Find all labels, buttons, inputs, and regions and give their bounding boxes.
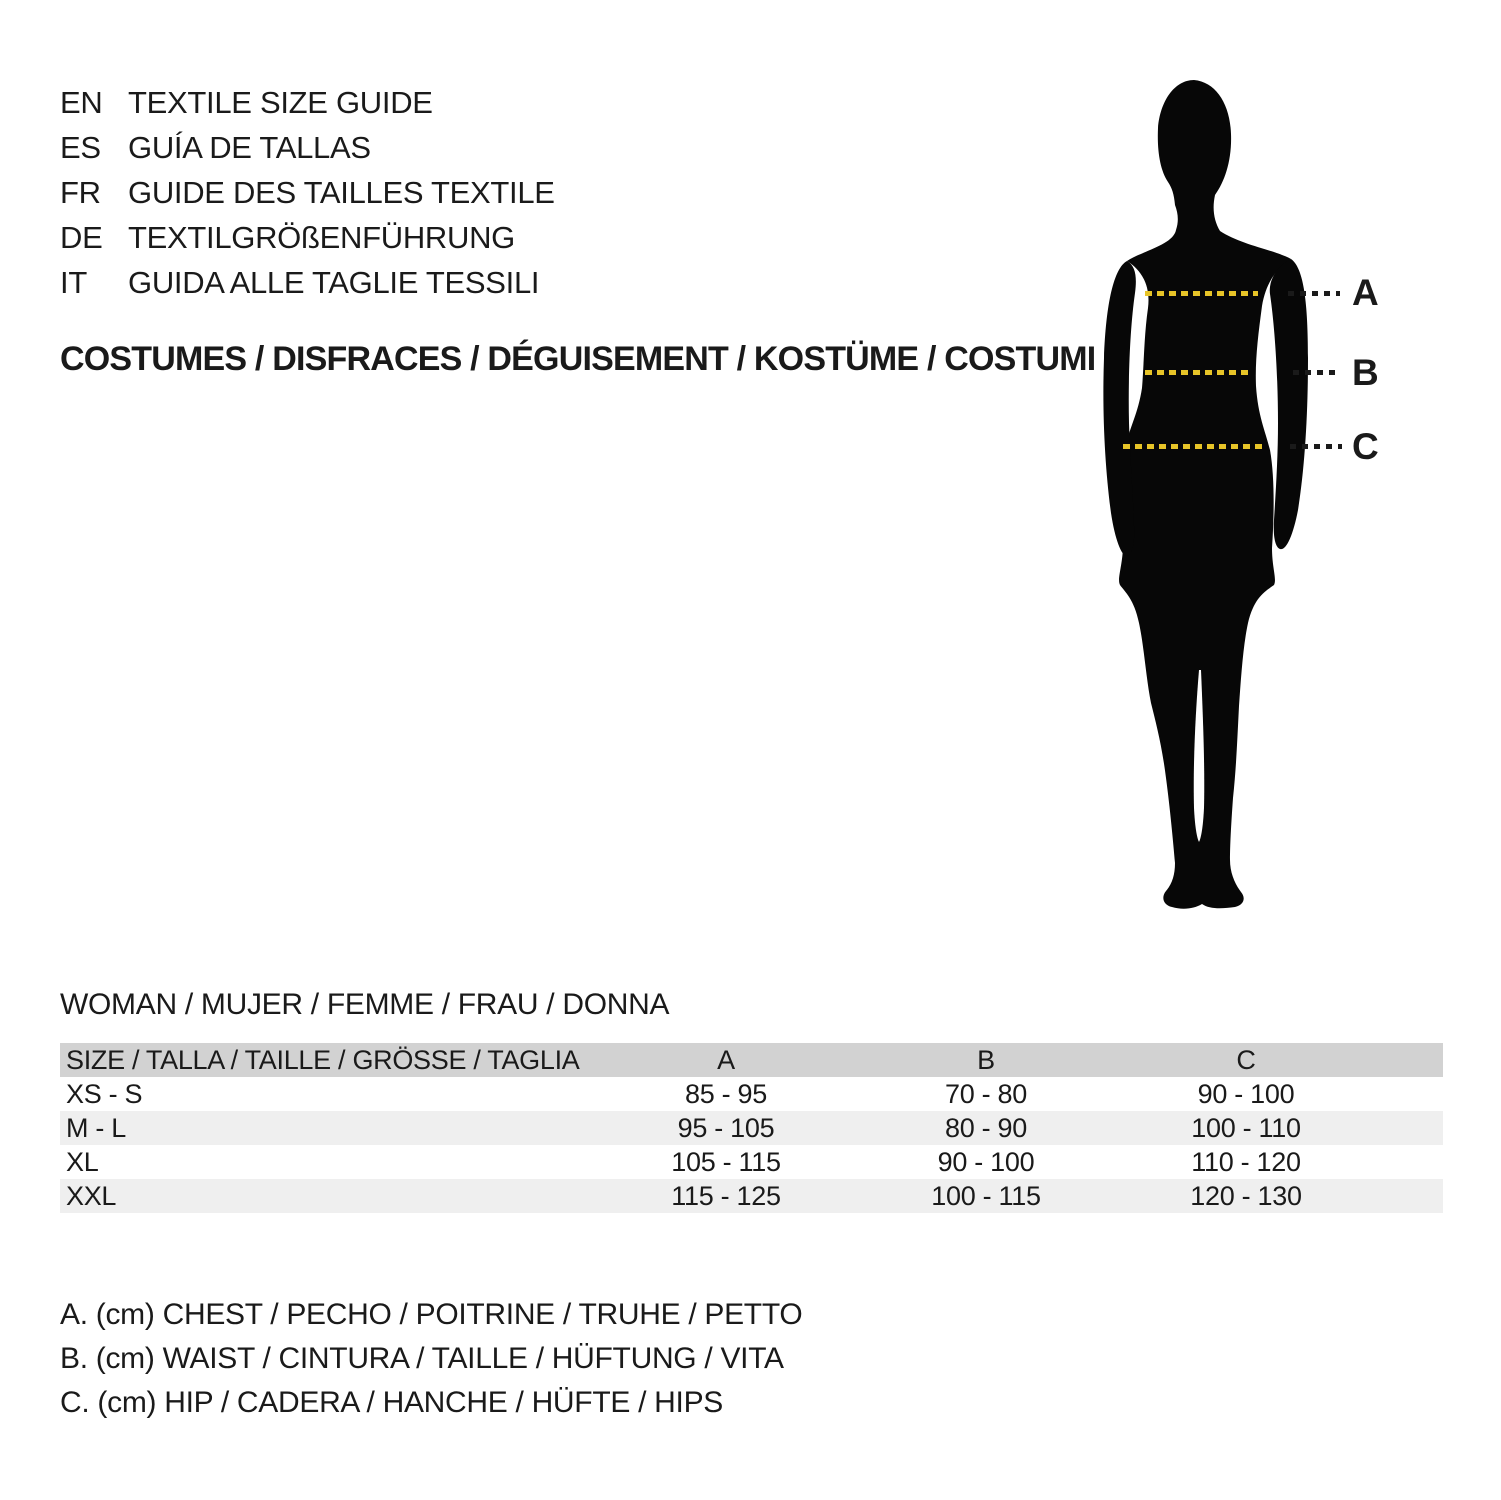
size-table [60, 1043, 1443, 1213]
language-row-it [60, 260, 555, 305]
language-code: ES [60, 130, 101, 165]
silhouette-left-arm [1103, 261, 1135, 556]
language-code: IT [60, 265, 87, 300]
silhouette-body [1119, 80, 1291, 909]
waist-range-cell: 80 - 90 [945, 1113, 1027, 1143]
hip-leader-line [1290, 444, 1342, 449]
spacer-cell [1376, 1111, 1443, 1145]
woman-silhouette [1078, 78, 1318, 928]
language-row-fr [60, 170, 555, 215]
measure-label-c: C [1352, 426, 1379, 467]
column-header-b: B [977, 1045, 995, 1075]
language-row-de [60, 215, 555, 260]
legend-chest: A. (cm) CHEST / PECHO / POITRINE / TRUHE / PETTO [60, 1298, 803, 1331]
hip-range-cell: 110 - 120 [1191, 1147, 1301, 1177]
column-header-c: C [1236, 1045, 1256, 1075]
table-row-xs-s [60, 1077, 1443, 1111]
size-column-header: SIZE / TALLA / TAILLE / GRÖSSE / TAGLIA [66, 1045, 580, 1075]
measurement-legend [60, 1293, 802, 1425]
spacer-cell [1376, 1145, 1443, 1179]
language-row-en [60, 80, 555, 125]
table-row-m-l [60, 1111, 1443, 1145]
legend-waist: B. (cm) WAIST / CINTURA / TAILLE / HÜFTUNG / VITA [60, 1342, 784, 1375]
guide-title: TEXTILE SIZE GUIDE [128, 85, 433, 120]
size-table-header-row [60, 1043, 1443, 1077]
language-code: DE [60, 220, 103, 255]
table-row-xxl [60, 1179, 1443, 1213]
chest-range-cell: 105 - 115 [671, 1147, 781, 1177]
silhouette-right-arm [1270, 259, 1308, 549]
size-cell: XL [66, 1147, 99, 1177]
measure-label-b: B [1352, 352, 1379, 393]
chest-range-cell: 95 - 105 [677, 1113, 775, 1143]
language-row-es [60, 125, 555, 170]
category-title: COSTUMES / DISFRACES / DÉGUISEMENT / KOSTÜME / COSTUMI [60, 340, 1096, 378]
chest-range-cell: 85 - 95 [685, 1079, 767, 1109]
language-code: FR [60, 175, 101, 210]
waist-leader-line [1293, 370, 1339, 375]
waist-measure-line [1145, 370, 1253, 375]
hip-range-cell: 100 - 110 [1191, 1113, 1301, 1143]
hip-measure-line [1123, 444, 1264, 449]
table-row-xl [60, 1145, 1443, 1179]
legend-hip: C. (cm) HIP / CADERA / HANCHE / HÜFTE / HIPS [60, 1386, 723, 1419]
hip-range-cell: 90 - 100 [1197, 1079, 1295, 1109]
language-code: EN [60, 85, 103, 120]
hip-range-cell: 120 - 130 [1190, 1181, 1302, 1211]
waist-range-cell: 90 - 100 [937, 1147, 1035, 1177]
language-title-list [60, 80, 555, 305]
size-cell: M - L [66, 1113, 127, 1143]
chest-measure-line [1145, 291, 1258, 296]
size-cell: XXL [66, 1181, 117, 1211]
spacer-cell [1376, 1043, 1443, 1077]
measure-label-a: A [1352, 272, 1379, 313]
spacer-cell [1376, 1077, 1443, 1111]
column-header-a: A [717, 1045, 735, 1075]
chest-range-cell: 115 - 125 [671, 1181, 781, 1211]
guide-title: GUIDA ALLE TAGLIE TESSILI [128, 265, 540, 300]
waist-range-cell: 70 - 80 [945, 1079, 1027, 1109]
guide-title: TEXTILGRÖßENFÜHRUNG [128, 220, 515, 255]
guide-title: GUIDE DES TAILLES TEXTILE [128, 175, 555, 210]
gender-heading: WOMAN / MUJER / FEMME / FRAU / DONNA [60, 988, 670, 1021]
size-cell: XS - S [66, 1079, 143, 1109]
guide-title: GUÍA DE TALLAS [128, 130, 371, 165]
waist-range-cell: 100 - 115 [931, 1181, 1041, 1211]
spacer-cell [1376, 1179, 1443, 1213]
chest-leader-line [1288, 291, 1340, 296]
